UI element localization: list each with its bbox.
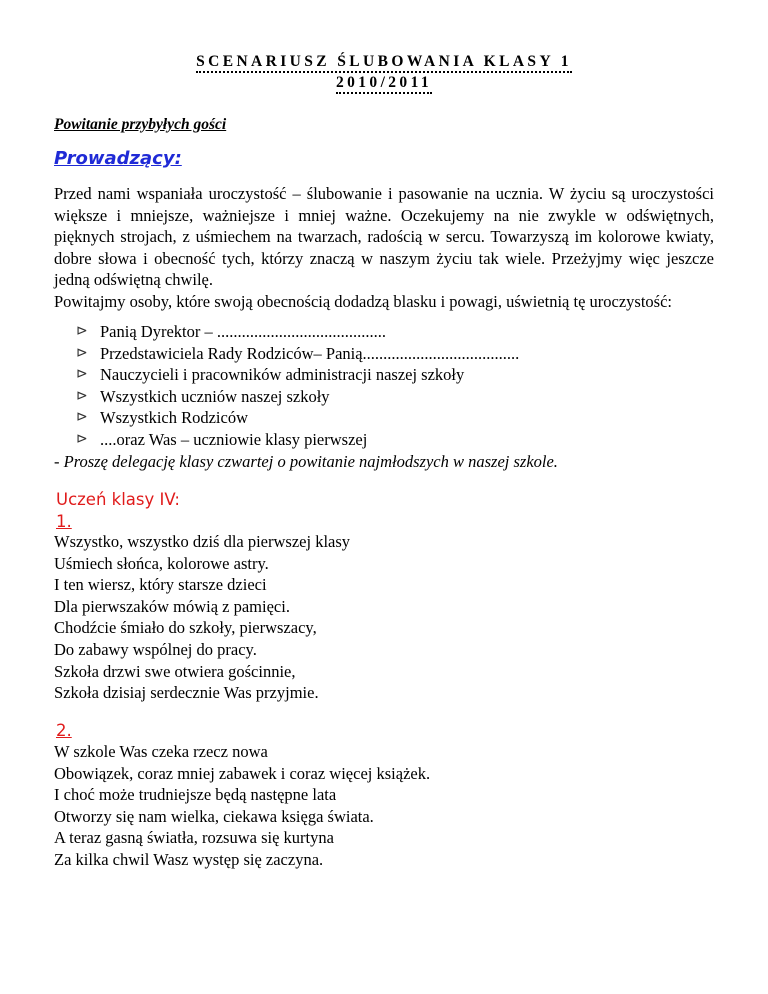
arrow-bullet-icon: ⊳ xyxy=(76,344,88,361)
arrow-bullet-icon: ⊳ xyxy=(76,323,88,339)
poem-line: W szkole Was czeka rzecz nowa xyxy=(54,742,268,761)
poem-line: I ten wiersz, który starsze dzieci xyxy=(54,575,267,595)
poem-line: Uśmiech słońca, kolorowe astry. xyxy=(54,553,269,573)
guest-list-item: ⊳ Panią Dyrektor – ......................................... xyxy=(76,322,386,341)
document-year xyxy=(0,73,768,93)
poem-line: Do zabawy wspólnej do pracy. xyxy=(54,639,257,659)
intro-text xyxy=(54,183,714,312)
poem-line: Chodźcie śmiało do szkoły, pierwszacy, xyxy=(54,618,317,638)
arrow-bullet-icon: ⊳ xyxy=(76,387,88,404)
poem-line: Szkoła dzisiaj serdecznie Was przyjmie. xyxy=(54,683,319,703)
poem-line: Otworzy się nam wielka, ciekawa księga świata. xyxy=(54,806,374,826)
verse-1-number: 1. xyxy=(56,512,72,531)
section-subheading: Powitanie przybyłych gości xyxy=(54,116,227,133)
poem-line: Szkoła drzwi swe otwiera gościnnie, xyxy=(54,661,296,681)
guest-list-item: ⊳ ....oraz Was – uczniowie klasy pierwszej xyxy=(76,429,368,449)
poem-line: I choć może trudniejsze będą następne lata xyxy=(54,785,337,805)
arrow-bullet-icon: ⊳ xyxy=(76,430,88,447)
poem-line: Obowiązek, coraz mniej zabawek i coraz więcej książek. xyxy=(54,763,431,783)
intro-paragraph-1: Przed nami wspaniała uroczystość – ślubowanie i pasowanie na ucznia. W życiu są uroczystości większe i mniejsze, ważniejsze i mniej ważne. Oczekujemy na nie zwykle w odświętnych, pięknych strojach, z uśmiechem na twarzach, radością w sercu. Towarzyszą im kolorowe kwiaty, dobre słowa i obecność tych, którzy znaczą w naszym życiu tak wiele. Przeżyjmy więc jeszcze jedną odświętną chwilę. xyxy=(54,184,714,289)
arrow-bullet-icon: ⊳ xyxy=(76,409,88,425)
poem-line: Dla pierwszaków mówią z pamięci. xyxy=(54,596,290,616)
arrow-bullet-icon: ⊳ xyxy=(76,366,88,382)
document-title xyxy=(0,52,768,72)
guest-list xyxy=(76,321,519,450)
poem-line: Za kilka chwil Wasz występ się zaczyna. xyxy=(54,849,324,869)
poem-line: Wszystko, wszystko dziś dla pierwszej klasy xyxy=(54,532,351,551)
guest-list-item: ⊳ Przedstawiciela Rady Rodziców– Panią...................................... xyxy=(76,343,520,363)
guest-list-item: ⊳ Wszystkich uczniów naszej szkoły xyxy=(76,386,330,406)
title-line-2: 2010/2011 xyxy=(336,74,432,94)
guest-list-item: ⊳ Nauczycieli i pracowników administracji naszej szkoły xyxy=(76,365,465,384)
poem-line: A teraz gasną światła, rozsuwa się kurtyna xyxy=(54,828,334,848)
delegation-instruction: - Proszę delegację klasy czwartej o powitanie najmłodszych w naszej szkole. xyxy=(54,452,558,471)
verse-2-number: 2. xyxy=(56,721,72,740)
host-label: Prowadzący: xyxy=(54,148,182,169)
verse-2 xyxy=(54,741,430,871)
pupil-label: Uczeń klasy IV: xyxy=(56,490,180,509)
verse-1 xyxy=(54,531,350,704)
intro-paragraph-2: Powitajmy osoby, które swoją obecnością dodadzą blasku i powagi, uświetnią tę uroczystość: xyxy=(54,291,673,311)
title-line-1: SCENARIUSZ ŚLUBOWANIA KLASY 1 xyxy=(196,53,572,73)
guest-list-item: ⊳ Wszystkich Rodziców xyxy=(76,408,249,427)
